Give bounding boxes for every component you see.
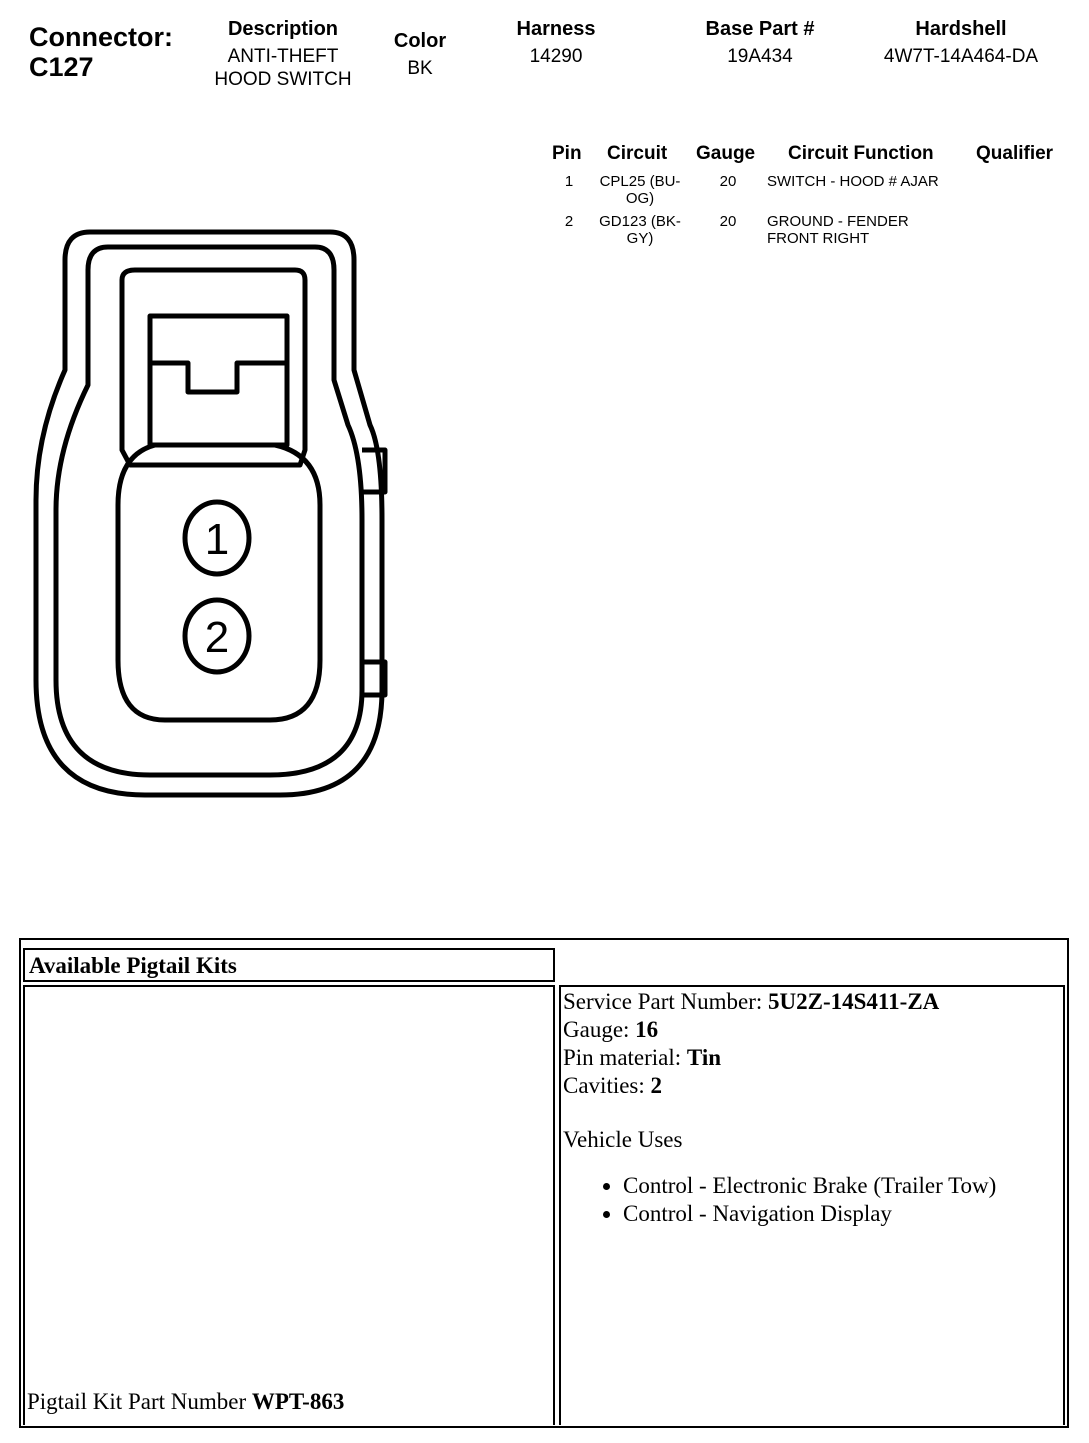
connector-title: [29, 22, 173, 82]
description-label: Description: [227, 18, 339, 40]
pin-material-line: Pin material: Tin: [563, 1045, 722, 1070]
vehicle-uses-heading: Vehicle Uses: [563, 1127, 683, 1152]
gauge-value: 20: [719, 173, 737, 190]
gauge-value: 20: [719, 213, 737, 230]
description-value: ANTI-THEFT HOOD SWITCH: [214, 46, 352, 90]
pin-material-value: Tin: [686, 1045, 722, 1070]
pin-header: Pin: [552, 143, 582, 164]
pin-number: 1: [564, 173, 574, 190]
circuit-code: CPL25 (BU- OG): [599, 173, 681, 207]
connector-face-diagram: [30, 220, 400, 810]
base-part-value: 19A434: [727, 46, 793, 67]
color-value: BK: [407, 58, 433, 79]
cavities-value: 2: [650, 1073, 663, 1098]
circuit-code: GD123 (BK- GY): [599, 213, 681, 247]
pigtail-kit-part-number: [27, 1388, 344, 1416]
hardshell-column: [866, 17, 1056, 68]
circuit-function: GROUND - FENDER FRONT RIGHT: [767, 213, 909, 247]
description-column: [198, 17, 368, 91]
circuit-header: Circuit: [607, 143, 668, 164]
color-column: [380, 29, 460, 80]
list-item: • Control - Navigation Display: [623, 1200, 996, 1228]
harness-value: 14290: [529, 46, 583, 67]
harness-column: [496, 17, 616, 68]
base-part-column: [680, 17, 840, 68]
harness-label: Harness: [516, 18, 596, 40]
list-item: • Control - Electronic Brake (Trailer Tow): [623, 1172, 996, 1200]
pin-number: 2: [564, 213, 574, 230]
connector-label: Connector:: [29, 22, 173, 52]
hardshell-label: Hardshell: [915, 18, 1007, 40]
pin-1-label: 1: [204, 515, 230, 564]
circuit-function-header: Circuit Function: [788, 143, 934, 164]
hardshell-value: 4W7T-14A464-DA: [883, 46, 1039, 67]
gauge-header: Gauge: [696, 143, 756, 164]
base-part-label: Base Part #: [705, 18, 815, 40]
gauge-line: Gauge: 16: [563, 1017, 659, 1042]
latch-notch: [150, 363, 287, 392]
latch-tab: [150, 316, 287, 445]
cavities-line: Cavities: 2: [563, 1073, 663, 1098]
color-label: Color: [393, 30, 447, 52]
pin-cavity-block: [118, 445, 320, 720]
connector-id: C127: [29, 52, 94, 82]
kit-gauge-value: 16: [635, 1017, 659, 1042]
pin-2-label: 2: [204, 613, 230, 662]
pigtail-kit-details: [563, 988, 996, 1228]
kit-part-value: WPT-863: [251, 1389, 345, 1414]
pigtail-kits-heading: Available Pigtail Kits: [23, 948, 555, 982]
qualifier-header: Qualifier: [976, 143, 1054, 164]
service-part-value: 5U2Z-14S411-ZA: [768, 989, 940, 1014]
kit-part-label: Pigtail Kit Part Number: [27, 1389, 247, 1414]
pigtail-kit-left-cell: [23, 985, 555, 1425]
vehicle-uses-list: [563, 1172, 996, 1228]
circuit-function: SWITCH - HOOD # AJAR: [767, 173, 939, 190]
service-part-line: Service Part Number: 5U2Z-14S411-ZA: [563, 989, 940, 1014]
